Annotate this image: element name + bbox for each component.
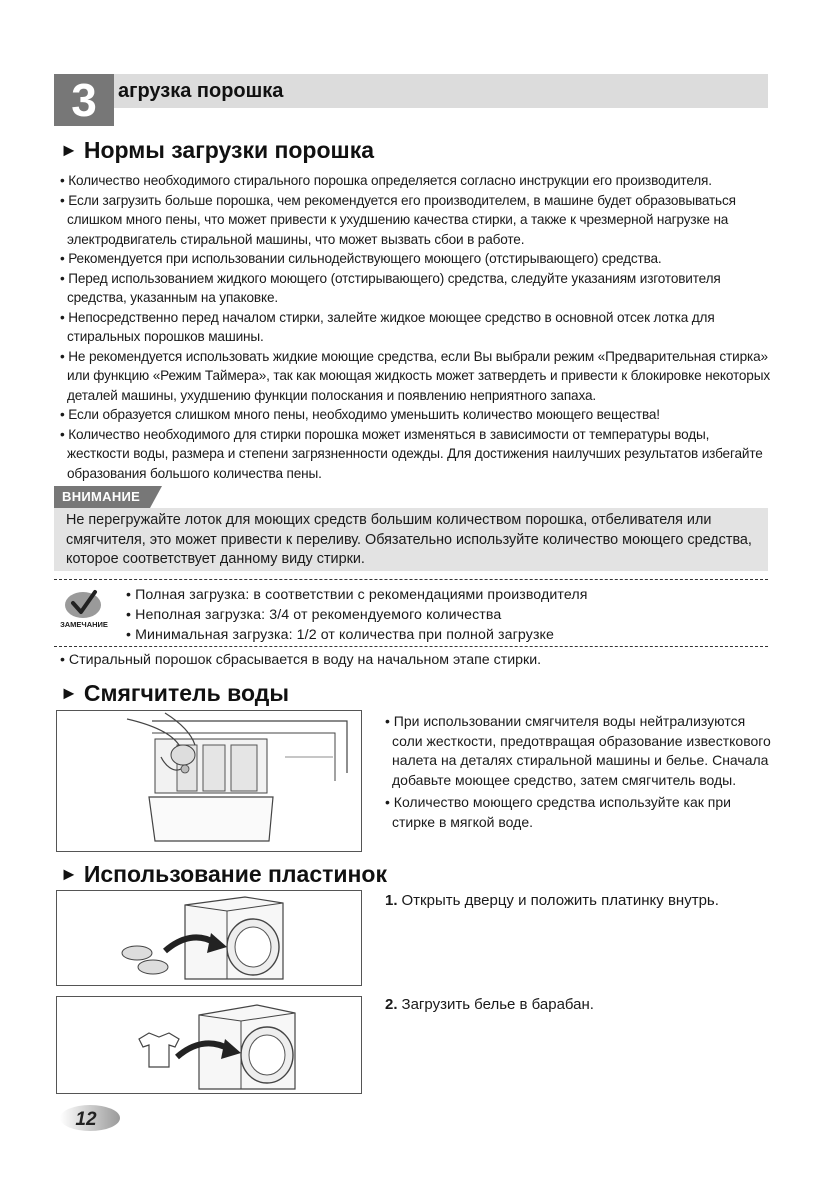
list-item: • Не рекомендуется использовать жидкие моющие средства, если Вы выбрали режим «Предварительная стирка» или функцию «Режим Таймера», так как моющая жидкость может затвердеть и привести к блокировке некоторых деталей машины, ухудшению функции полоскания и появлению неприятного запаха. — [60, 348, 770, 403]
tablet-step2-illustration — [56, 996, 362, 1094]
page-number: 12 — [75, 1109, 97, 1130]
warning-text: Не перегружайте лоток для моющих средств большим количеством порошка, отбеливателя или смягчителя, это может привести к переливу. Обязательно используйте количество моющего средства, которое соответствует данному виду стирки. — [66, 512, 752, 567]
list-item: • Полная загрузка: в соответствии с рекомендациями производителя — [126, 587, 588, 603]
softener-illustration — [56, 710, 362, 852]
norms-bullet-list — [60, 171, 772, 483]
arrow-right-icon: ► — [60, 683, 78, 703]
tablet-step-2 — [385, 994, 745, 1015]
step-number: 1. — [385, 892, 398, 909]
tablets-heading — [60, 861, 387, 888]
divider — [54, 646, 768, 647]
tablet-step1-illustration — [56, 890, 362, 986]
list-item: • Количество необходимого стирального порошка определяется согласно инструкции его производителя. — [60, 173, 712, 188]
list-item: • Перед использованием жидкого моющего (отстирывающего) средства, следуйте указаниям изготовителя средства, указанным на упаковке. — [60, 270, 721, 305]
step-text: Загрузить белье в барабан. — [401, 996, 594, 1013]
list-item: • При использовании смягчителя воды нейтрализуются соли жесткости, предотвращая образование известкового налета на деталях стиральной машины и белье. Сначала добавьте моющее средство, затем смягчитель воды. — [385, 713, 771, 788]
list-item: • Неполная загрузка: 3/4 от рекомендуемого количества — [126, 607, 502, 623]
arrow-right-icon: ► — [60, 864, 78, 884]
tablet-step-1 — [385, 890, 745, 911]
note-list — [126, 585, 588, 645]
warning-label: ВНИМАНИЕ — [54, 486, 150, 508]
softener-heading-text: Смягчитель воды — [83, 680, 289, 706]
divider — [54, 579, 768, 580]
list-item: • Если образуется слишком много пены, необходимо уменьшить количество моющего вещества! — [60, 407, 660, 422]
list-item: • Минимальная загрузка: 1/2 от количества при полной загрузке — [126, 627, 555, 643]
step-text: Открыть дверцу и положить платинку внутрь. — [401, 892, 719, 909]
list-item: • Количество моющего средства используйте как при стирке в мягкой воде. — [385, 794, 731, 830]
step-number: 2. — [385, 996, 398, 1013]
list-item: • Непосредственно перед началом стирки, залейте жидкое моющее средство в основной отсек лотка для стиральных порошков машины. — [60, 309, 715, 344]
norms-heading — [60, 137, 374, 164]
page-title: агрузка порошка — [118, 80, 284, 102]
norms-heading-text: Нормы загрузки порошка — [83, 137, 375, 163]
list-item: • Количество необходимого для стирки порошка может изменяться в зависимости от температуры воды, жесткости воды, размера и степени загрязненности одежды. Для достижения наилучших результатов избегайте образования большого количества пены. — [60, 426, 763, 481]
chapter-badge: 3 — [54, 74, 114, 126]
note-check-icon — [63, 588, 103, 620]
tablets-heading-text: Использование пластинок — [83, 861, 387, 887]
softener-bullet-list — [385, 712, 775, 835]
arrow-right-icon: ► — [60, 140, 78, 160]
softener-heading — [60, 680, 289, 707]
list-item: • Рекомендуется при использовании сильнодействующего моющего (отстирывающего) средства. — [60, 251, 662, 266]
drop-note: • Стиральный порошок сбрасывается в воду на начальном этапе стирки. — [60, 652, 542, 668]
list-item: • Если загрузить больше порошка, чем рекомендуется его производителем, в машине будет образовываться слишком много пены, что может привести к ухудшению качества стирки, а также к чрезмерной нагрузке на электродвигатель стиральной машины, что может вызвать сбои в работе. — [60, 192, 736, 247]
note-label: ЗАМЕЧАНИЕ — [60, 620, 108, 629]
page-number-badge — [56, 1104, 120, 1132]
